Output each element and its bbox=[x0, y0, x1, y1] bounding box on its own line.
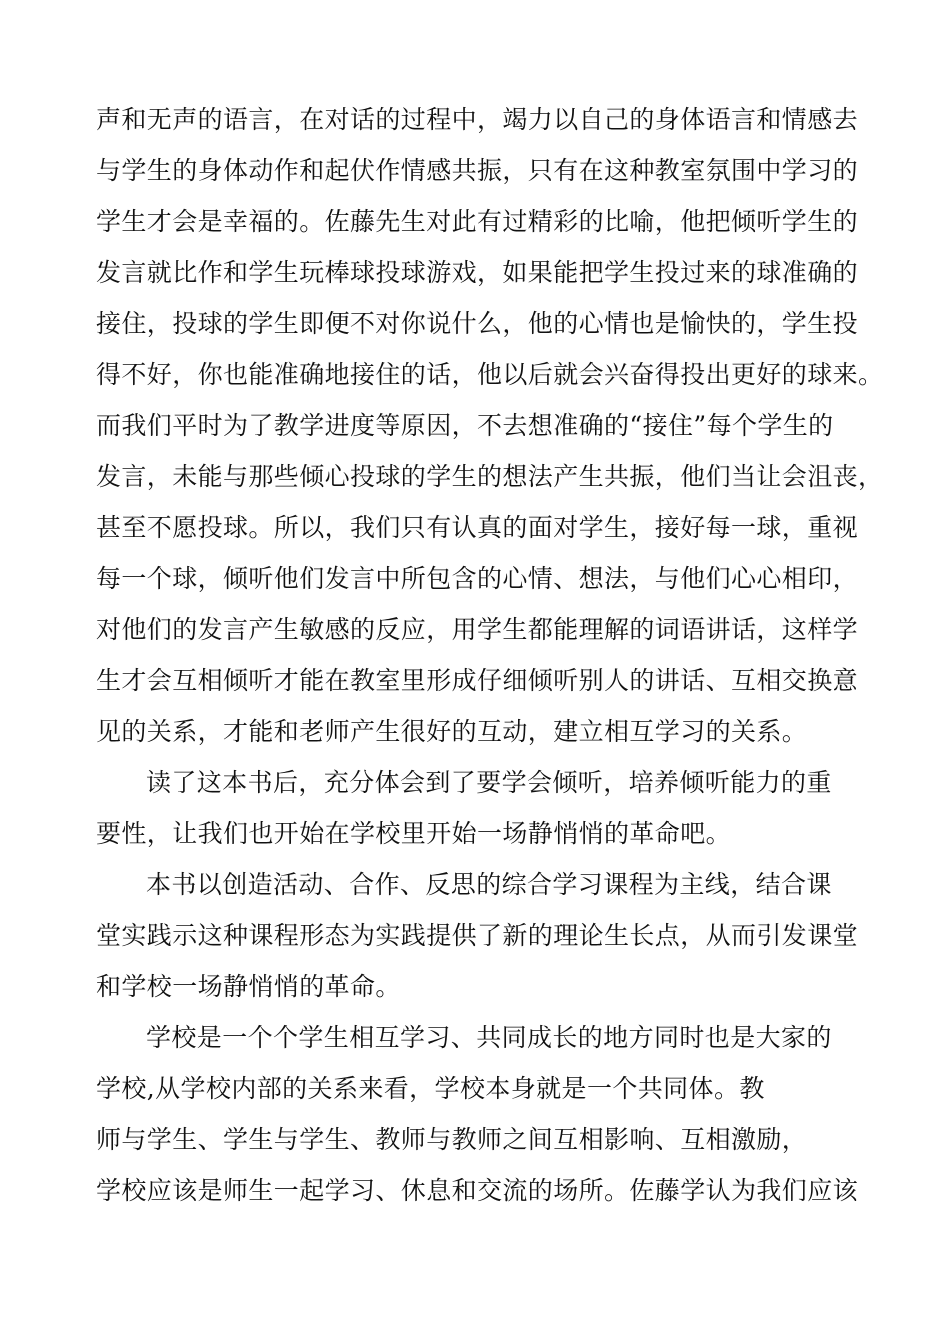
text-line: 发言就比作和学生玩棒球投球游戏，如果能把学生投过来的球准确的 bbox=[96, 258, 859, 287]
paragraph-school-community bbox=[96, 1012, 886, 1216]
text-line: 发言，未能与那些倾心投球的学生的想法产生共振，他们当让会沮丧， bbox=[96, 462, 884, 491]
text-line: 见的关系，才能和老师产生很好的互动，建立相互学习的关系。 bbox=[96, 717, 808, 746]
text-line: 读了这本书后，充分体会到了要学会倾听，培养倾听能力的重 bbox=[146, 768, 832, 797]
paragraph-reading-reflection bbox=[96, 757, 886, 859]
text-line: 学生才会是幸福的。佐藤先生对此有过精彩的比喻，他把倾听学生的 bbox=[96, 207, 859, 236]
text-line: 接住，投球的学生即便不对你说什么，他的心情也是愉快的，学生投 bbox=[96, 309, 859, 338]
text-line: 要性，让我们也开始在学校里开始一场静悄悄的革命吧。 bbox=[96, 819, 732, 848]
paragraph-continued bbox=[96, 94, 886, 757]
paragraph-book-summary bbox=[96, 859, 886, 1012]
text-line: 而我们平时为了教学进度等原因，不去想准确的“接住”每个学生的 bbox=[96, 411, 834, 440]
text-line: 本书以创造活动、合作、反思的综合学习课程为主线，结合课 bbox=[146, 870, 832, 899]
text-line: 每一个球，倾听他们发言中所包含的心情、想法，与他们心心相印， bbox=[96, 564, 859, 593]
text-line: 得不好，你也能准确地接住的话，他以后就会兴奋得投出更好的球来。 bbox=[96, 360, 884, 389]
text-line: 与学生的身体动作和起伏作情感共振，只有在这种教室氛围中学习的 bbox=[96, 156, 859, 185]
text-line: 甚至不愿投球。所以，我们只有认真的面对学生，接好每一球，重视 bbox=[96, 513, 859, 542]
text-line: 声和无声的语言，在对话的过程中，竭力以自己的身体语言和情感去 bbox=[96, 105, 859, 134]
text-line: 学校,从学校内部的关系来看，学校本身就是一个共同体。教 bbox=[96, 1074, 765, 1103]
text-line: 生才会互相倾听才能在教室里形成仔细倾听别人的讲话、互相交换意 bbox=[96, 666, 859, 695]
text-line: 和学校一场静悄悄的革命。 bbox=[96, 972, 401, 1001]
text-line: 堂实践示这种课程形态为实践提供了新的理论生长点，从而引发课堂 bbox=[96, 921, 859, 950]
text-line: 师与学生、学生与学生、教师与教师之间互相影响、互相激励， bbox=[96, 1125, 808, 1154]
text-line: 对他们的发言产生敏感的反应，用学生都能理解的词语讲话，这样学 bbox=[96, 615, 859, 644]
text-line: 学校应该是师生一起学习、休息和交流的场所。佐藤学认为我们应该 bbox=[96, 1176, 859, 1205]
text-line: 学校是一个个学生相互学习、共同成长的地方同时也是大家的 bbox=[146, 1023, 832, 1052]
document-body bbox=[96, 94, 886, 1216]
